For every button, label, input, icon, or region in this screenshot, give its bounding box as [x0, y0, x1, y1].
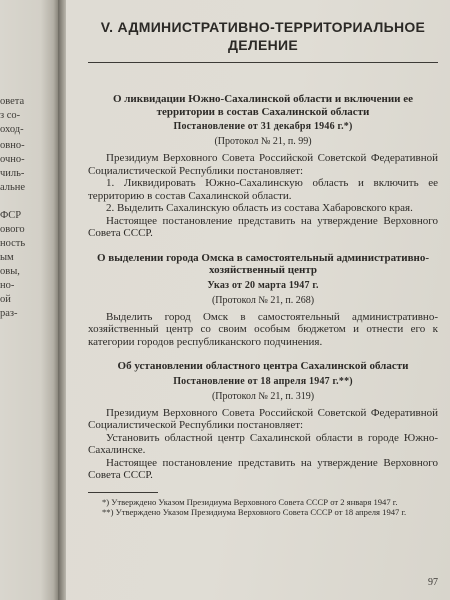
left-fragment: овы,	[0, 266, 20, 277]
section-subtitle: Постановление от 31 декабря 1946 г.*)	[173, 121, 353, 132]
paragraph: Настоящее постановление представить на утверждение Верховного Совета СССР.	[88, 456, 438, 481]
left-fragment: ФСР	[0, 210, 22, 221]
chapter-title-line2: ДЕЛЕНИЕ	[227, 37, 299, 53]
section-subtitle: Постановление от 18 апреля 1947 г.**)	[173, 375, 353, 387]
left-fragment: овета	[0, 96, 25, 107]
paragraph: Настоящее постановление представить на утверждение Верховного Совета СССР.	[88, 214, 438, 239]
footnote: **) Утверждено Указом Президиума Верховного Совета СССР от 18 апреля 1947 г.	[102, 506, 407, 517]
left-fragment: оход-	[0, 124, 24, 135]
section-2	[88, 252, 438, 349]
left-fragment: з со-	[0, 110, 21, 121]
left-fragment: но-	[0, 280, 15, 291]
section-1	[88, 93, 438, 240]
left-fragment: очно-	[0, 154, 25, 165]
section-ref: (Протокол № 21, п. 268)	[211, 294, 315, 306]
left-fragment: раз-	[0, 308, 18, 319]
chapter-title-line1: V. АДМИНИСТРАТИВНО-ТЕРРИТОРИАЛЬНОЕ	[100, 19, 426, 35]
left-fragment: ой	[0, 294, 11, 305]
footnote: *) Утверждено Указом Президиума Верховного Совета СССР от 2 января 1947 г.	[102, 496, 398, 507]
left-fragment: чиль-	[0, 168, 25, 179]
paragraph: Выделить город Омск в самостоятельный административно-хозяйственный центр со своим особым бюджетом и отнести его к категории городов республиканского подчинения.	[88, 310, 438, 348]
section-ref: (Протокол № 21, п. 99)	[214, 136, 312, 147]
section-ref: (Протокол № 21, п. 319)	[211, 390, 315, 402]
chapter-heading	[88, 18, 438, 54]
section-subtitle: Указ от 20 марта 1947 г.	[207, 279, 319, 291]
left-fragment: ность	[0, 238, 26, 249]
page-number: 97	[428, 577, 438, 588]
paragraph: Установить областной центр Сахалинской области в городе Южно-Сахалинске.	[88, 431, 438, 456]
section-title: О ликвидации Южно-Сахалинской области и включении ее территории в состав Сахалинской области	[112, 93, 414, 118]
left-fragment: ым	[0, 252, 14, 263]
left-fragment: альне	[0, 182, 26, 193]
left-fragment: овно-	[0, 140, 25, 151]
section-3	[88, 360, 438, 482]
paragraph: 1. Ликвидировать Южно-Сахалинскую область и включить ее территорию в состав Сахалинской области.	[88, 177, 438, 202]
paragraph: Президиум Верховного Совета Российской Советской Федеративной Социалистической Республики постановляет:	[88, 406, 438, 431]
left-page-edge	[0, 0, 58, 600]
section-title: Об установлении областного центра Сахалинской области	[117, 360, 409, 372]
section-title: О выделении города Омска в самостоятельный административно-хозяйственный центр	[96, 251, 430, 276]
page-content	[88, 18, 438, 517]
paragraph: Президиум Верховного Совета Российской Советской Федеративной Социалистической Республики постановляет:	[88, 152, 438, 177]
paragraph: 2. Выделить Сахалинскую область из состава Хабаровского края.	[106, 202, 413, 214]
footnote-rule	[88, 492, 158, 493]
left-fragment: ового	[0, 224, 25, 235]
book-page	[66, 0, 450, 600]
